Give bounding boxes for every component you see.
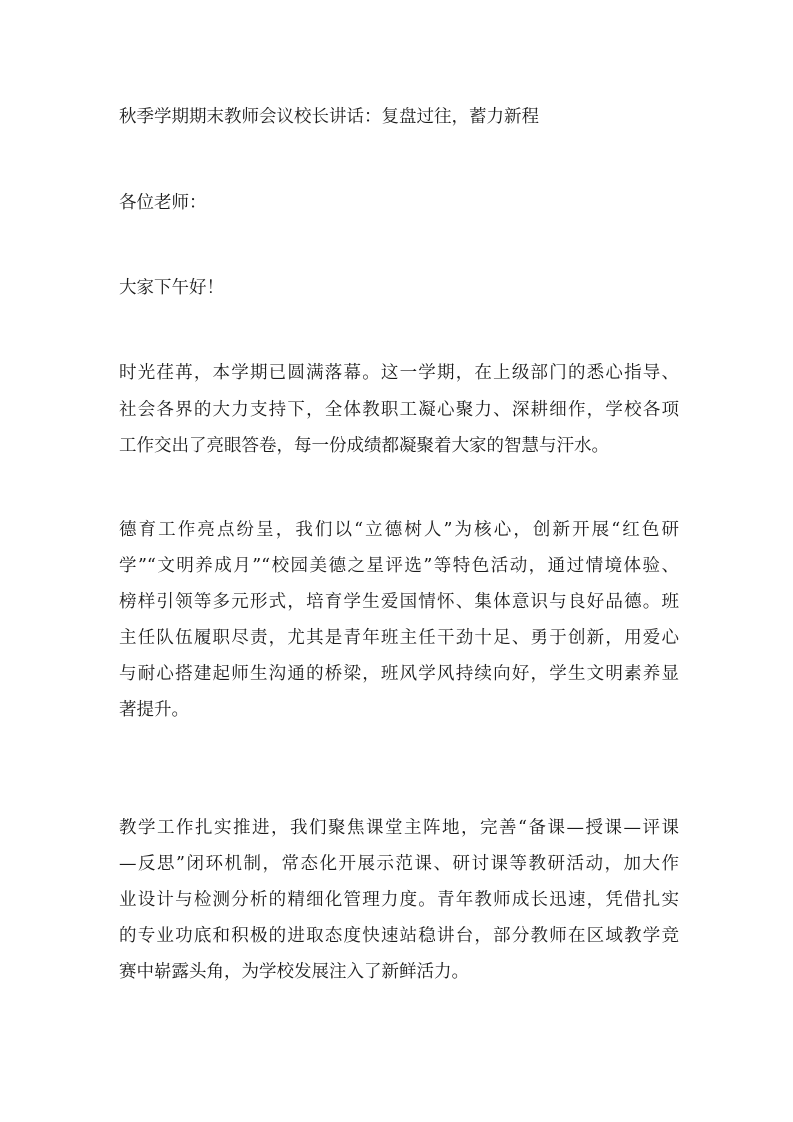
paragraph-line: 业设计与检测分析的精细化管理力度。青年教师成长迅速，凭借扎实 bbox=[119, 890, 679, 910]
paragraph-line: 社会各界的大力支持下，全体教职工凝心聚力、深耕细作，学校各项 bbox=[119, 400, 679, 420]
paragraph-line: 德育工作亮点纷呈，我们以“立德树人”为核心，创新开展“红色研 bbox=[119, 520, 679, 540]
paragraph-line: 赛中崭露头角，为学校发展注入了新鲜活力。 bbox=[119, 962, 469, 982]
paragraph-line: 学”“文明养成月”“校园美德之星评选”等特色活动，通过情境体验、 bbox=[119, 556, 679, 576]
paragraph-line: 时光荏苒，本学期已圆满落幕。这一学期，在上级部门的悉心指导、 bbox=[119, 363, 679, 383]
paragraph-line: —反思”闭环机制，常态化开展示范课、研讨课等教研活动，加大作 bbox=[119, 854, 679, 874]
paragraph-line: 与耐心搭建起师生沟通的桥梁，班风学风持续向好，学生文明素养显 bbox=[119, 664, 679, 684]
document-title: 秋季学期期末教师会议校长讲话：复盘过往，蓄力新程 bbox=[119, 107, 539, 127]
greeting: 大家下午好！ bbox=[119, 278, 224, 298]
salutation: 各位老师： bbox=[119, 193, 207, 213]
paragraph-line: 榜样引领等多元形式，培育学生爱国情怀、集体意识与良好品德。班 bbox=[119, 592, 679, 612]
paragraph-line: 工作交出了亮眼答卷，每一份成绩都凝聚着大家的智慧与汗水。 bbox=[119, 436, 609, 456]
paragraph-line: 教学工作扎实推进，我们聚焦课堂主阵地，完善“备课—授课—评课 bbox=[119, 818, 679, 838]
paragraph-line: 的专业功底和积极的进取态度快速站稳讲台，部分教师在区域教学竞 bbox=[119, 926, 679, 946]
paragraph-line: 著提升。 bbox=[119, 700, 189, 720]
paragraph-line: 主任队伍履职尽责，尤其是青年班主任干劲十足、勇于创新，用爱心 bbox=[119, 628, 679, 648]
